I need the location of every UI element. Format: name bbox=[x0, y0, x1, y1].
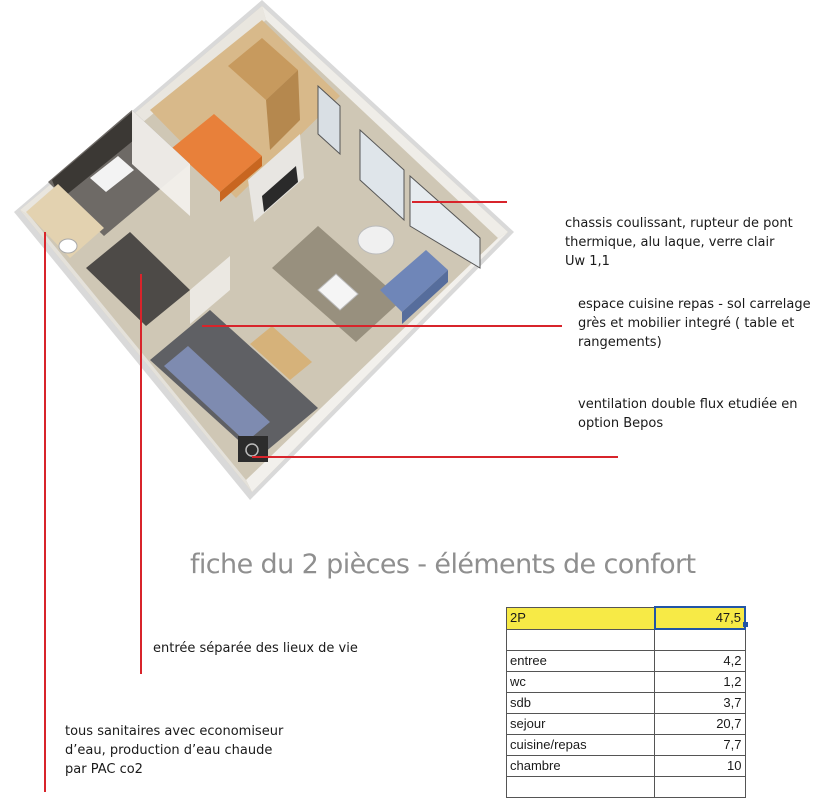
annotation-sanitaires: tous sanitaires avec economiseur d’eau, production d’eau chaude par PAC co2 bbox=[65, 724, 284, 777]
table-cell-value-selected[interactable]: 47,5 bbox=[655, 607, 745, 629]
table-row bbox=[507, 735, 746, 756]
table-cell-label[interactable]: cuisine/repas bbox=[507, 735, 655, 756]
leader-line-entree bbox=[140, 274, 142, 674]
table-cell-label[interactable] bbox=[507, 629, 655, 651]
table-cell-value[interactable]: 3,7 bbox=[655, 693, 745, 714]
table-header-row bbox=[507, 607, 746, 629]
leader-line-cuisine bbox=[202, 325, 562, 327]
leader-line-chassis bbox=[412, 201, 507, 203]
table-cell-label[interactable]: sejour bbox=[507, 714, 655, 735]
annotation-cuisine: espace cuisine repas - sol carrelage grès et mobilier integré ( table et rangements) bbox=[578, 297, 811, 350]
cell-selection-handle[interactable] bbox=[743, 622, 748, 627]
table-cell-label[interactable] bbox=[507, 777, 655, 798]
toilet bbox=[59, 239, 77, 253]
table-cell-value[interactable]: 1,2 bbox=[655, 672, 745, 693]
table-row bbox=[507, 629, 746, 651]
table-cell-value[interactable]: 4,2 bbox=[655, 651, 745, 672]
table-cell-label[interactable]: sdb bbox=[507, 693, 655, 714]
round-armchair bbox=[358, 226, 394, 254]
table-row bbox=[507, 672, 746, 693]
table-cell-value[interactable]: 20,7 bbox=[655, 714, 745, 735]
table-cell-label[interactable]: 2P bbox=[507, 607, 655, 629]
table-cell-label[interactable]: wc bbox=[507, 672, 655, 693]
table-row bbox=[507, 777, 746, 798]
table-cell-value[interactable] bbox=[655, 777, 745, 798]
area-table bbox=[506, 606, 746, 798]
table-row bbox=[507, 651, 746, 672]
leader-line-sanitaires bbox=[44, 232, 46, 792]
annotation-ventilation: ventilation double flux etudiée en option Bepos bbox=[578, 397, 798, 431]
table-row bbox=[507, 693, 746, 714]
leader-line-ventilation bbox=[252, 456, 618, 458]
table-row bbox=[507, 714, 746, 735]
table-cell-value[interactable]: 7,7 bbox=[655, 735, 745, 756]
ventilation-unit bbox=[238, 436, 268, 462]
table-row bbox=[507, 756, 746, 777]
annotation-chassis: chassis coulissant, rupteur de pont thermique, alu laque, verre clair Uw 1,1 bbox=[565, 216, 793, 269]
annotation-entree: entrée séparée des lieux de vie bbox=[153, 641, 358, 656]
table-cell-value[interactable]: 10 bbox=[655, 756, 745, 777]
table-cell-label[interactable]: entree bbox=[507, 651, 655, 672]
table-cell-value[interactable] bbox=[655, 629, 745, 651]
table-cell-label[interactable]: chambre bbox=[507, 756, 655, 777]
page-title: fiche du 2 pièces - éléments de confort bbox=[190, 549, 696, 580]
